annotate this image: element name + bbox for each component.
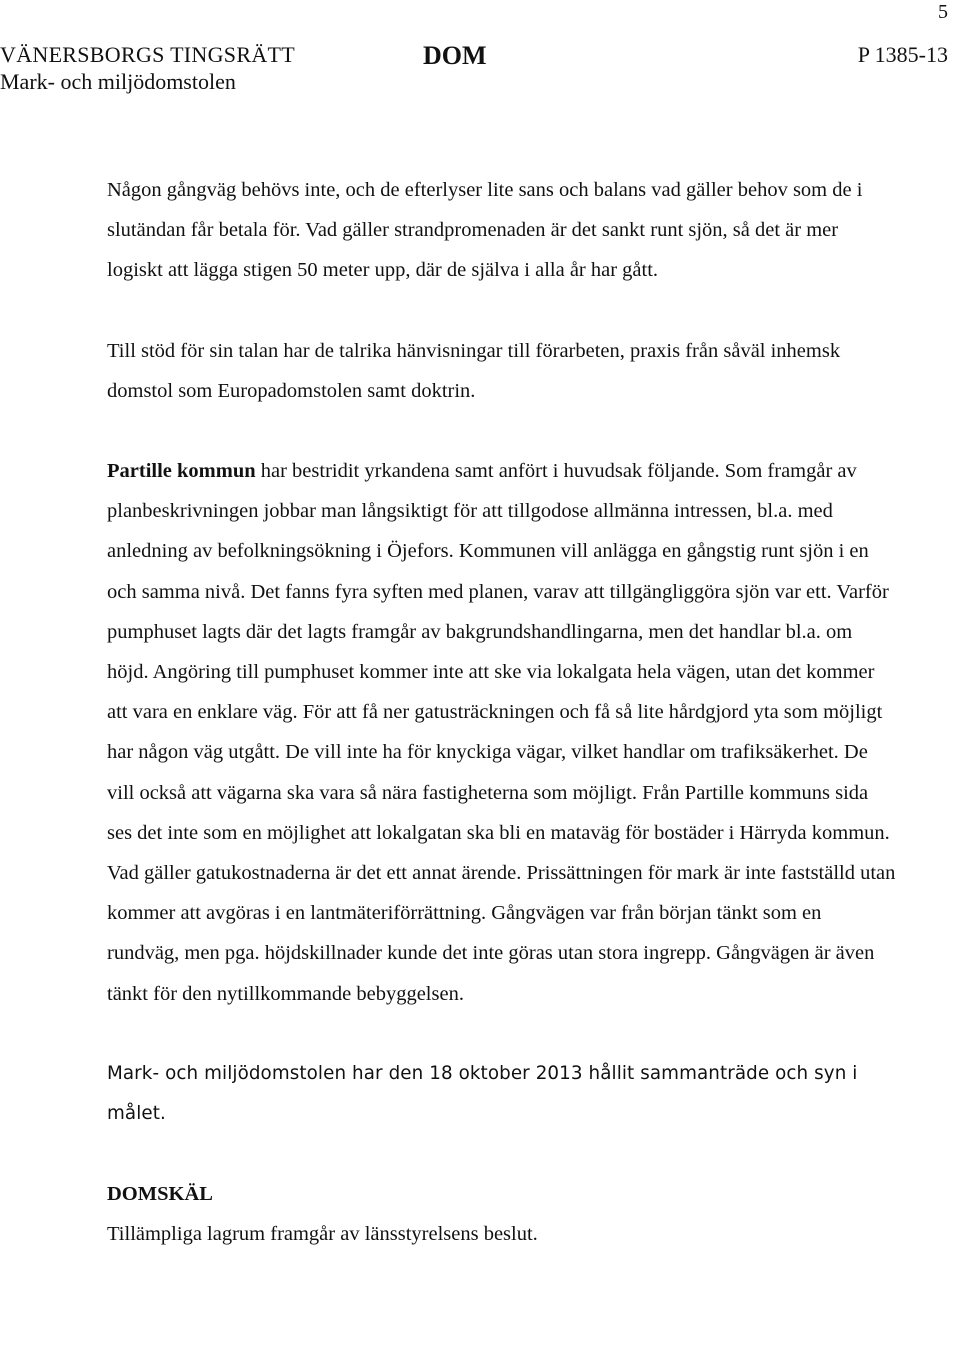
paragraph-claimants-view: Någon gångväg behövs inte, och de efterlyser lite sans och balans vad gäller behov som de i slutändan får betala för. Vad gäller strandpromenaden är det sankt runt sjön, så det är mer logiskt att lägga stigen 50 meter upp, där de själva i alla år har gått. [107,179,863,282]
page-number: 5 [938,1,948,23]
section-text: Tillämpliga lagrum framgår av länsstyrelsens beslut. [107,1223,538,1246]
document-header [0,41,948,99]
court-name: VÄNERSBORGS TINGSRÄTT [0,42,295,67]
party-name: Partille kommun [107,460,256,483]
paragraph-municipality-response [107,451,897,1014]
paragraph-hearing: Mark- och miljödomstolen har den 18 oktober 2013 hållit sammanträde och syn i målet. [107,1062,858,1125]
document-type: DOM [423,41,487,70]
case-number: P 1385-13 [857,42,948,67]
paragraph-municipality-text: har bestridit yrkandena samt anfört i huvudsak följande. Som framgår av planbeskrivningen jobbar man långsiktigt för att tillgodose allmänna intressen, bl.a. med anledning av befolkningsökning i Öjefors. Kommunen vill anlägga en gångstig runt sjön i en och samma nivå. Det fanns fyra syften med planen, varav att tillgängliggöra sjön var ett. Varför pumphuset lagts där det lagts framgår av bakgrundshandlingarna, men det handlar bl.a. om höjd. Angöring till pumphuset kommer inte att ske via lokalgata hela vägen, utan det kommer att vara en enklare väg. För att få ner gatusträckningen och få så lite hårdgjord yta som möjligt har någon väg utgått. De vill inte ha för knyckiga vägar, vilket handlar om trafiksäkerhet. De vill också att vägarna ska vara så nära fastigheterna som möjligt. Från Partille kommuns sida ses det inte som en möjlighet att lokalgatan ska bli en mataväg för bostäder i Härryda kommun. Vad gäller gatukostnaderna är det ett annat ärende. Prissättningen för mark är inte fastställd utan kommer att avgöras i en lantmäteriförrättning. Gångvägen var från början tänkt som en rundväg, men pga. höjdskillnader kunde det inte göras utan stora ingrepp. Gångvägen är även tänkt för den nytillkommande bebyggelsen. [107,460,896,1005]
paragraph-references: Till stöd för sin talan har de talrika hänvisningar till förarbeten, praxis från såväl inhemsk domstol som Europadomstolen samt doktrin. [107,339,841,402]
section-heading-domskal: DOMSKÄL [107,1183,213,1206]
document-body [107,170,897,1255]
court-department: Mark- och miljödomstolen [0,69,236,94]
